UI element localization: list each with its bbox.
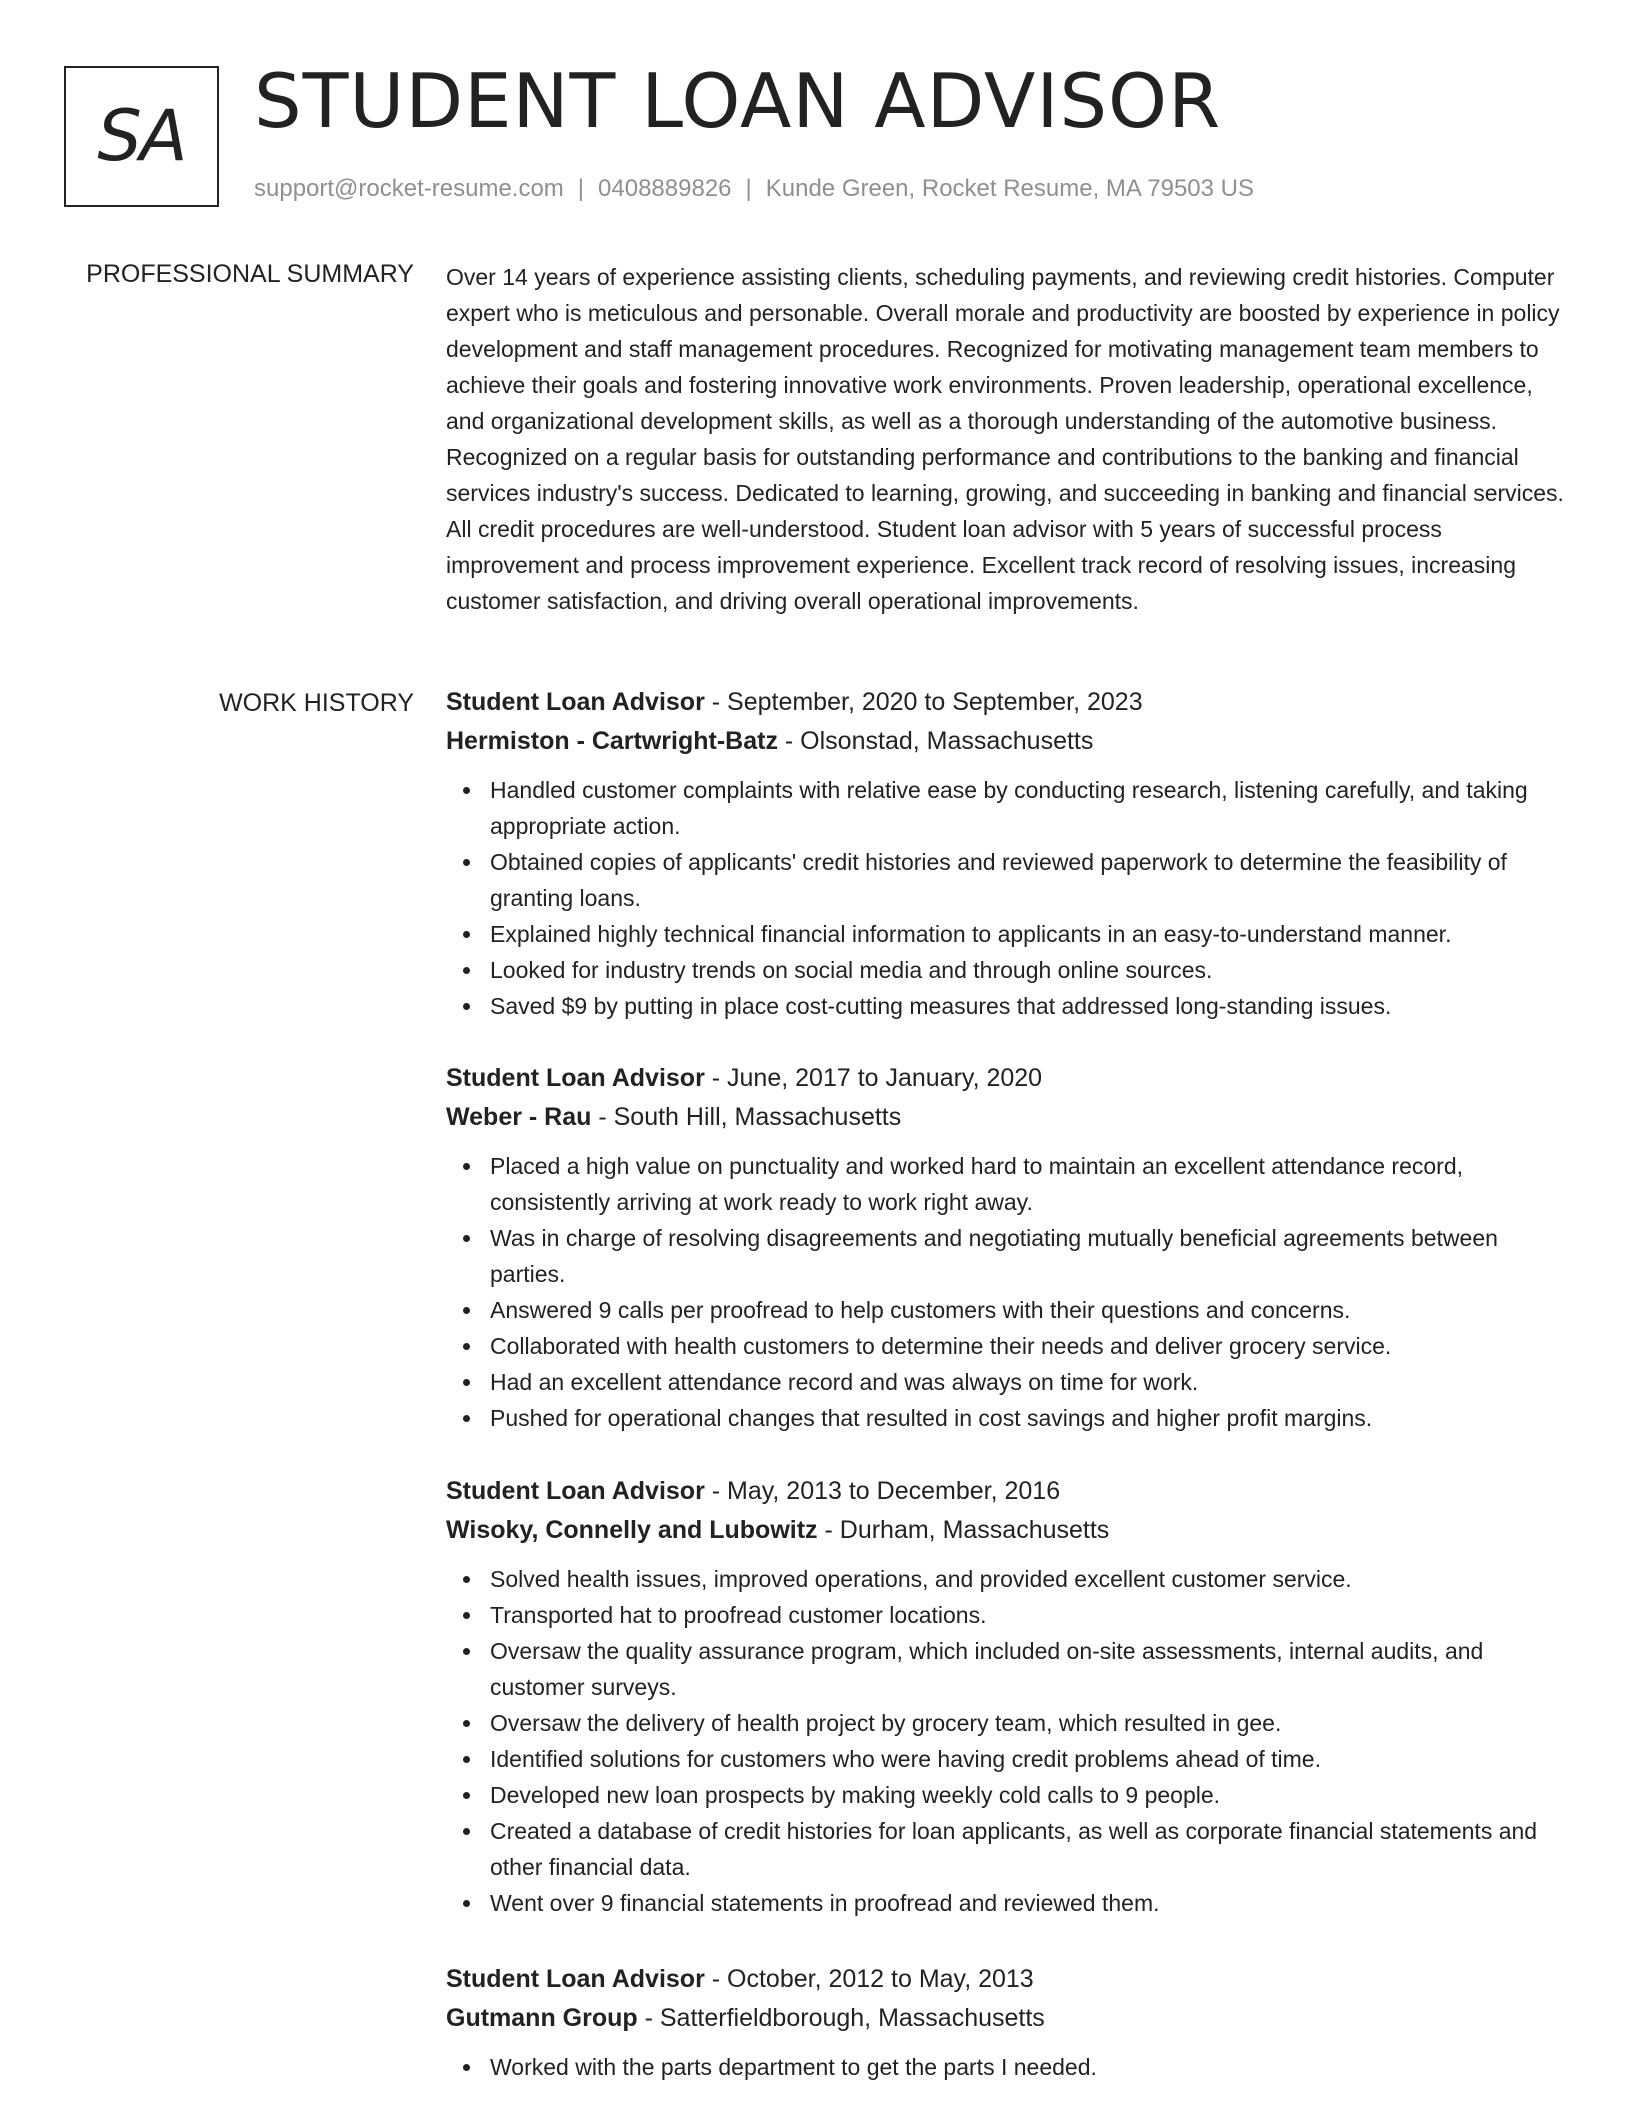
job-title: Student Loan Advisor <box>446 1965 705 1993</box>
job-bullet: Went over 9 financial statements in proofread and reviewed them. <box>490 1885 1566 1921</box>
contact-address: Kunde Green, Rocket Resume, MA 79503 US <box>765 175 1255 202</box>
job-bullets <box>446 1148 1566 1436</box>
job-dates: - June, 2017 to January, 2020 <box>704 1064 1043 1092</box>
job-bullets <box>446 772 1566 1024</box>
job-bullet: Created a database of credit histories for loan applicants, as well as corporate financial statements and other financial data. <box>490 1813 1566 1885</box>
job-company-line <box>446 1999 1566 2038</box>
summary-text: Over 14 years of experience assisting clients, scheduling payments, and reviewing credit histories. Computer expert who is meticulous and personable. Overall morale and productivity are boosted by experience in policy development and staff management procedures. Recognized for motivating management team members to achieve their goals and fostering innovative work environments. Proven leadership, operational excellence, and organizational development skills, as well as a thorough understanding of the automotive business. Recognized on a regular basis for outstanding performance and contributions to the banking and financial services industry's success. Dedicated to learning, growing, and succeeding in banking and financial services. All credit procedures are well-understood. Student loan advisor with 5 years of successful process improvement and process improvement experience. Excellent track record of resolving issues, increasing customer satisfaction, and driving overall operational improvements. <box>446 264 1564 614</box>
monogram-initials: SA <box>97 94 186 177</box>
job-company-line <box>446 722 1566 761</box>
job-company: Weber - Rau <box>446 1103 592 1131</box>
contact-email: support@rocket-resume.com <box>254 175 564 202</box>
job-bullet: Placed a high value on punctuality and worked hard to maintain an excellent attendance record, consistently arriving at work ready to work right away. <box>490 1148 1566 1220</box>
job-company-line <box>446 1098 1566 1137</box>
job-bullet: Developed new loan prospects by making weekly cold calls to 9 people. <box>490 1777 1566 1813</box>
job-dates: - May, 2013 to December, 2016 <box>704 1477 1061 1505</box>
job-bullet: Had an excellent attendance record and was always on time for work. <box>490 1364 1566 1400</box>
job-bullets <box>446 2049 1566 2085</box>
section-label-work-history: WORK HISTORY <box>219 689 414 717</box>
job-title: Student Loan Advisor <box>446 688 705 716</box>
job-location: - Olsonstad, Massachusetts <box>777 727 1094 755</box>
job-title: Student Loan Advisor <box>446 1064 705 1092</box>
contact-separator: | <box>745 175 752 202</box>
job-company: Gutmann Group <box>446 2004 638 2032</box>
job-title-line <box>446 683 1566 722</box>
job-location: - Satterfieldborough, Massachusetts <box>637 2004 1045 2032</box>
job-bullet: Pushed for operational changes that resulted in cost savings and higher profit margins. <box>490 1400 1566 1436</box>
section-label-summary: PROFESSIONAL SUMMARY <box>86 260 414 288</box>
monogram-box <box>64 66 219 207</box>
contact-separator: | <box>577 175 585 202</box>
job-entry <box>446 1059 1566 1436</box>
job-entry <box>446 683 1566 1024</box>
job-bullet: Identified solutions for customers who were having credit problems ahead of time. <box>490 1741 1566 1777</box>
job-bullet: Collaborated with health customers to determine their needs and deliver grocery service. <box>490 1328 1566 1364</box>
job-bullet: Was in charge of resolving disagreements and negotiating mutually beneficial agreements between parties. <box>490 1220 1566 1292</box>
job-title-line <box>446 1960 1566 1999</box>
resume-title: STUDENT LOAN ADVISOR <box>254 57 1222 145</box>
job-dates: - October, 2012 to May, 2013 <box>704 1965 1034 1993</box>
job-bullets <box>446 1561 1566 1921</box>
job-location: - Durham, Massachusetts <box>817 1516 1110 1544</box>
job-bullet: Obtained copies of applicants' credit histories and reviewed paperwork to determine the feasibility of granting loans. <box>490 844 1566 916</box>
job-bullet: Oversaw the quality assurance program, which included on-site assessments, internal audits, and customer surveys. <box>490 1633 1566 1705</box>
job-location: - South Hill, Massachusetts <box>591 1103 902 1131</box>
job-bullet: Explained highly technical financial information to applicants in an easy-to-understand manner. <box>490 916 1566 952</box>
job-entry <box>446 1472 1566 1921</box>
job-title: Student Loan Advisor <box>446 1477 705 1505</box>
job-bullet: Saved $9 by putting in place cost-cutting measures that addressed long-standing issues. <box>490 988 1566 1024</box>
contact-line <box>254 174 1254 204</box>
contact-phone: 0408889826 <box>598 175 732 202</box>
job-bullet: Solved health issues, improved operations, and provided excellent customer service. <box>490 1561 1566 1597</box>
job-company: Wisoky, Connelly and Lubowitz <box>446 1516 818 1544</box>
job-bullet: Oversaw the delivery of health project by grocery team, which resulted in gee. <box>490 1705 1566 1741</box>
job-bullet: Handled customer complaints with relative ease by conducting research, listening carefully, and taking appropriate action. <box>490 772 1566 844</box>
job-title-line <box>446 1472 1566 1511</box>
job-entry <box>446 1960 1566 2085</box>
job-title-line <box>446 1059 1566 1098</box>
job-bullet: Worked with the parts department to get the parts I needed. <box>490 2049 1566 2085</box>
job-bullet: Transported hat to proofread customer locations. <box>490 1597 1566 1633</box>
job-company: Hermiston - Cartwright-Batz <box>446 727 778 755</box>
job-bullet: Answered 9 calls per proofread to help customers with their questions and concerns. <box>490 1292 1566 1328</box>
job-company-line <box>446 1511 1566 1550</box>
job-bullet: Looked for industry trends on social media and through online sources. <box>490 952 1566 988</box>
job-dates: - September, 2020 to September, 2023 <box>704 688 1143 716</box>
